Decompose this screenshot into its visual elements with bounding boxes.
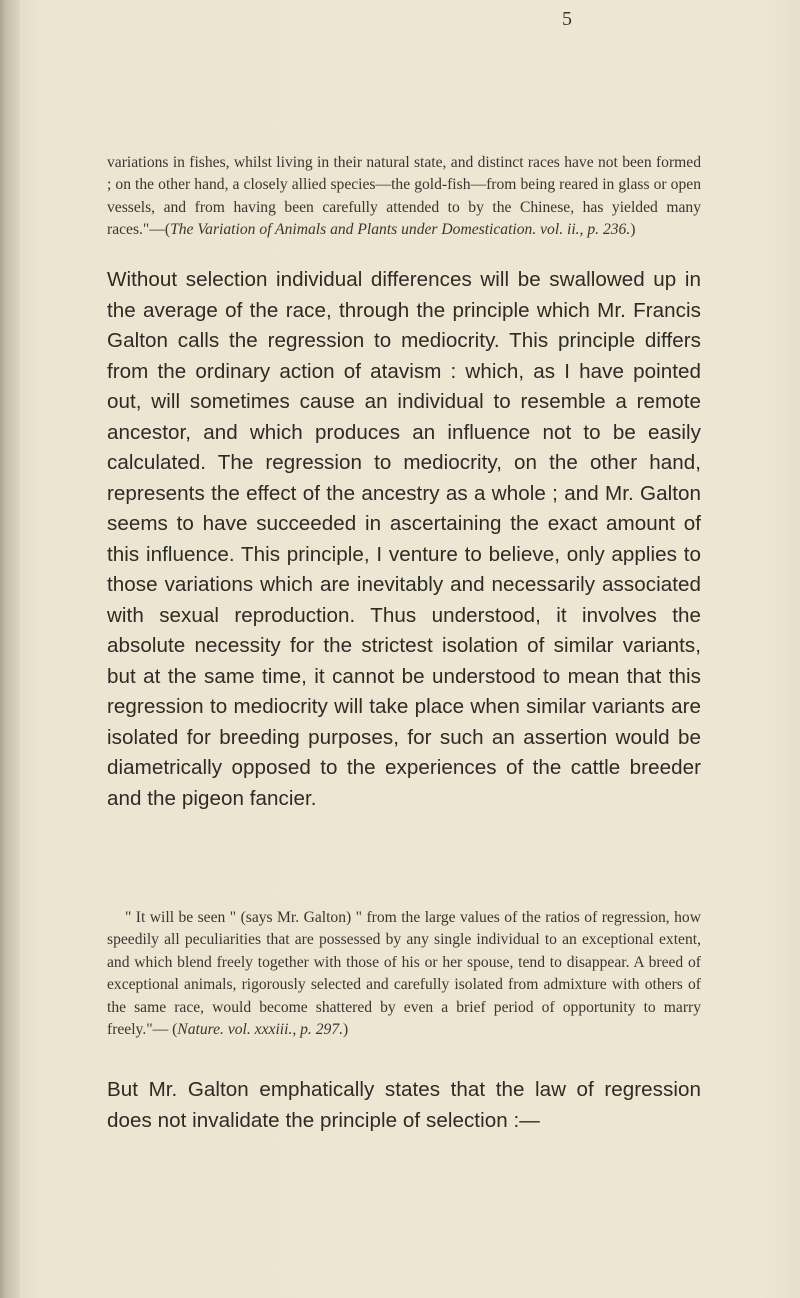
quote-galton-citation: Nature. vol. xxxiii., p. 297. xyxy=(177,1021,344,1039)
quote-galton-close: ) xyxy=(343,1021,349,1039)
page-spine-shadow xyxy=(0,0,20,1298)
quote-darwin-text: variations in fishes, whilst living in their natural state, and distinct races have not been formed ; on the other hand, a closely allied species—the gold-fish—from being reared in glass or open vessels, and from having been carefully attended to by the Chinese, has yielded many races."—( xyxy=(107,154,701,239)
paragraph-selection xyxy=(107,1075,701,1136)
quote-darwin-citation: The Variation of Animals and Plants under Domestication. vol. ii., p. 236. xyxy=(170,221,631,239)
page-number: 5 xyxy=(562,8,572,30)
paragraph-regression-text: Without selection individual differences will be swallowed up in the average of the race, through the principle which Mr. Francis Galton calls the regression to mediocrity. This principle differs from the ordinary action of atavism : which, as I have pointed out, will sometimes cause an individual to resemble a remote ancestor, and which produces an influence not to be easily calculated. The regression to mediocrity, on the other hand, represents the effect of the ancestry as a whole ; and Mr. Galton seems to have succeeded in ascertaining the exact amount of this influence. This principle, I venture to believe, only applies to those variations which are inevitably and necessarily associated with sexual reproduction. Thus understood, it involves the absolute necessity for the strictest isolation of similar variants, but at the same time, it cannot be understood to mean that this regression to mediocrity will take place when similar variants are isolated for breeding purposes, for such an assertion would be diametrically opposed to the experiences of the cattle breeder and the pigeon fancier. xyxy=(107,268,701,810)
paragraph-selection-text: But Mr. Galton emphatically states that the law of regression does not invalidate the principle of selection :— xyxy=(107,1078,701,1132)
quote-darwin-close: ) xyxy=(630,221,636,239)
quote-galton-text: " It will be seen " (says Mr. Galton) " from the large values of the ratios of regression, how speedily all peculiarities that are possessed by any single individual to an exceptional extent, and which blend freely together with those of his or her spouse, tend to disappear. A breed of exceptional animals, rigorously selected and carefully isolated from admixture with others of the same race, would become shattered by even a brief period of opportunity to marry freely."— ( xyxy=(107,909,701,1039)
quote-galton xyxy=(107,907,701,1041)
quote-darwin xyxy=(107,152,701,242)
paragraph-regression xyxy=(107,265,701,814)
